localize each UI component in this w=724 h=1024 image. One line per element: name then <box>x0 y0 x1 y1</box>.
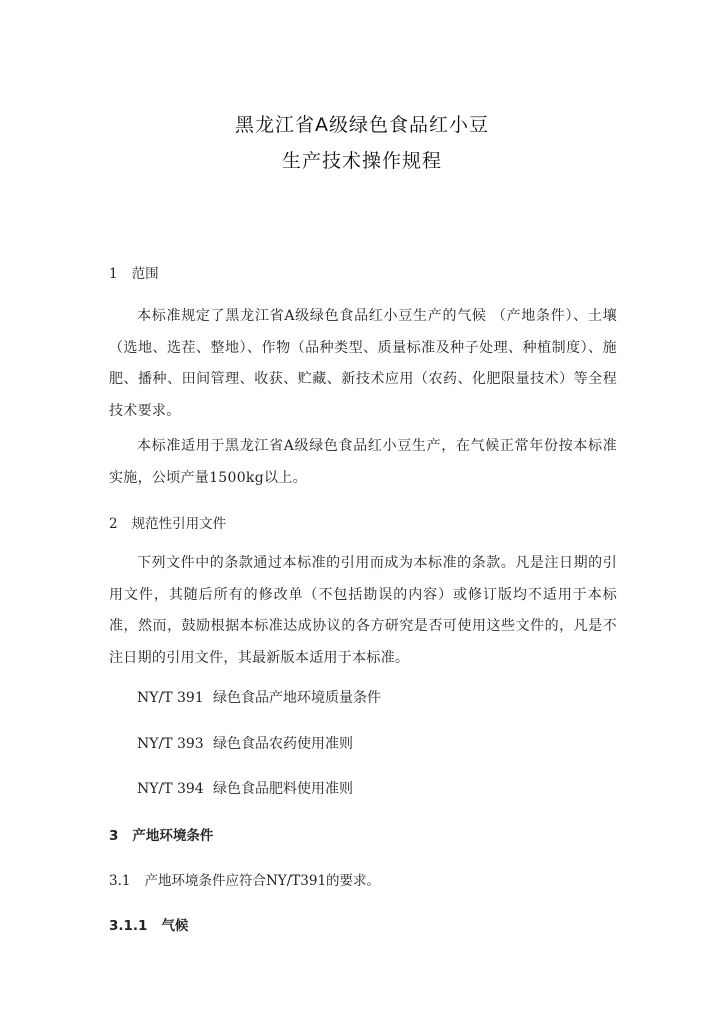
section-2-title: 规范性引用文件 <box>131 516 227 532</box>
section-3-1-text: 产地环境条件应符合NY/T391的要求。 <box>144 873 381 889</box>
reference-name: 绿色食品产地环境质量条件 <box>213 690 381 706</box>
section-3-1-1-heading <box>109 914 188 934</box>
reference-code: NY/T 394 <box>137 781 204 797</box>
section-3-1-1-title: 气候 <box>161 918 189 934</box>
section-1-paragraph-2: 本标准适用于黑龙江省A级绿色食品红小豆生产，在气候正常年份按本标准实施，公顷产量1500kg以上。 <box>109 438 617 486</box>
section-3-1-number: 3.1 <box>109 873 131 889</box>
document-title: 黑龙江省A级绿色食品红小豆 <box>235 114 489 136</box>
reference-name: 绿色食品肥料使用准则 <box>213 781 353 797</box>
section-3-title: 产地环境条件 <box>132 828 214 844</box>
section-1-number: 1 <box>109 266 118 282</box>
section-2-paragraph-1: 下列文件中的条款通过本标准的引用而成为本标准的条款。凡是注日期的引用文件，其随后所有的修改单（不包括勘误的内容）或修订版均不适用于本标准，然而，鼓励根据本标准达成协议的各方研究是否可使用这些文件的，凡是不注日期的引用文件，其最新版本适用于本标准。 <box>109 555 617 666</box>
reference-name: 绿色食品农药使用准则 <box>213 736 353 752</box>
section-3-1-line <box>109 869 380 889</box>
reference-item <box>137 687 381 707</box>
section-1-paragraph-1: 本标准规定了黑龙江省A级绿色食品红小豆生产的气候 （产地条件）、土壤（选地、选茬、整地）、作物（品种类型、质量标准及种子处理、种植制度）、施肥、播种、田间管理、收获、贮藏、新技术应用（农药、化肥限量技术）等全程技术要求。 <box>109 308 617 419</box>
reference-code: NY/T 393 <box>137 736 204 752</box>
section-3-number: 3 <box>109 828 119 844</box>
reference-item <box>137 778 353 798</box>
reference-code: NY/T 391 <box>137 690 204 706</box>
section-1-title: 范围 <box>131 266 159 282</box>
section-3-heading <box>109 824 213 844</box>
reference-item <box>137 733 353 753</box>
section-2-number: 2 <box>109 516 118 532</box>
section-3-1-1-number: 3.1.1 <box>109 918 148 934</box>
section-2-heading <box>109 512 226 532</box>
section-1-heading <box>109 262 159 282</box>
document-subtitle: 生产技术操作规程 <box>281 150 442 172</box>
